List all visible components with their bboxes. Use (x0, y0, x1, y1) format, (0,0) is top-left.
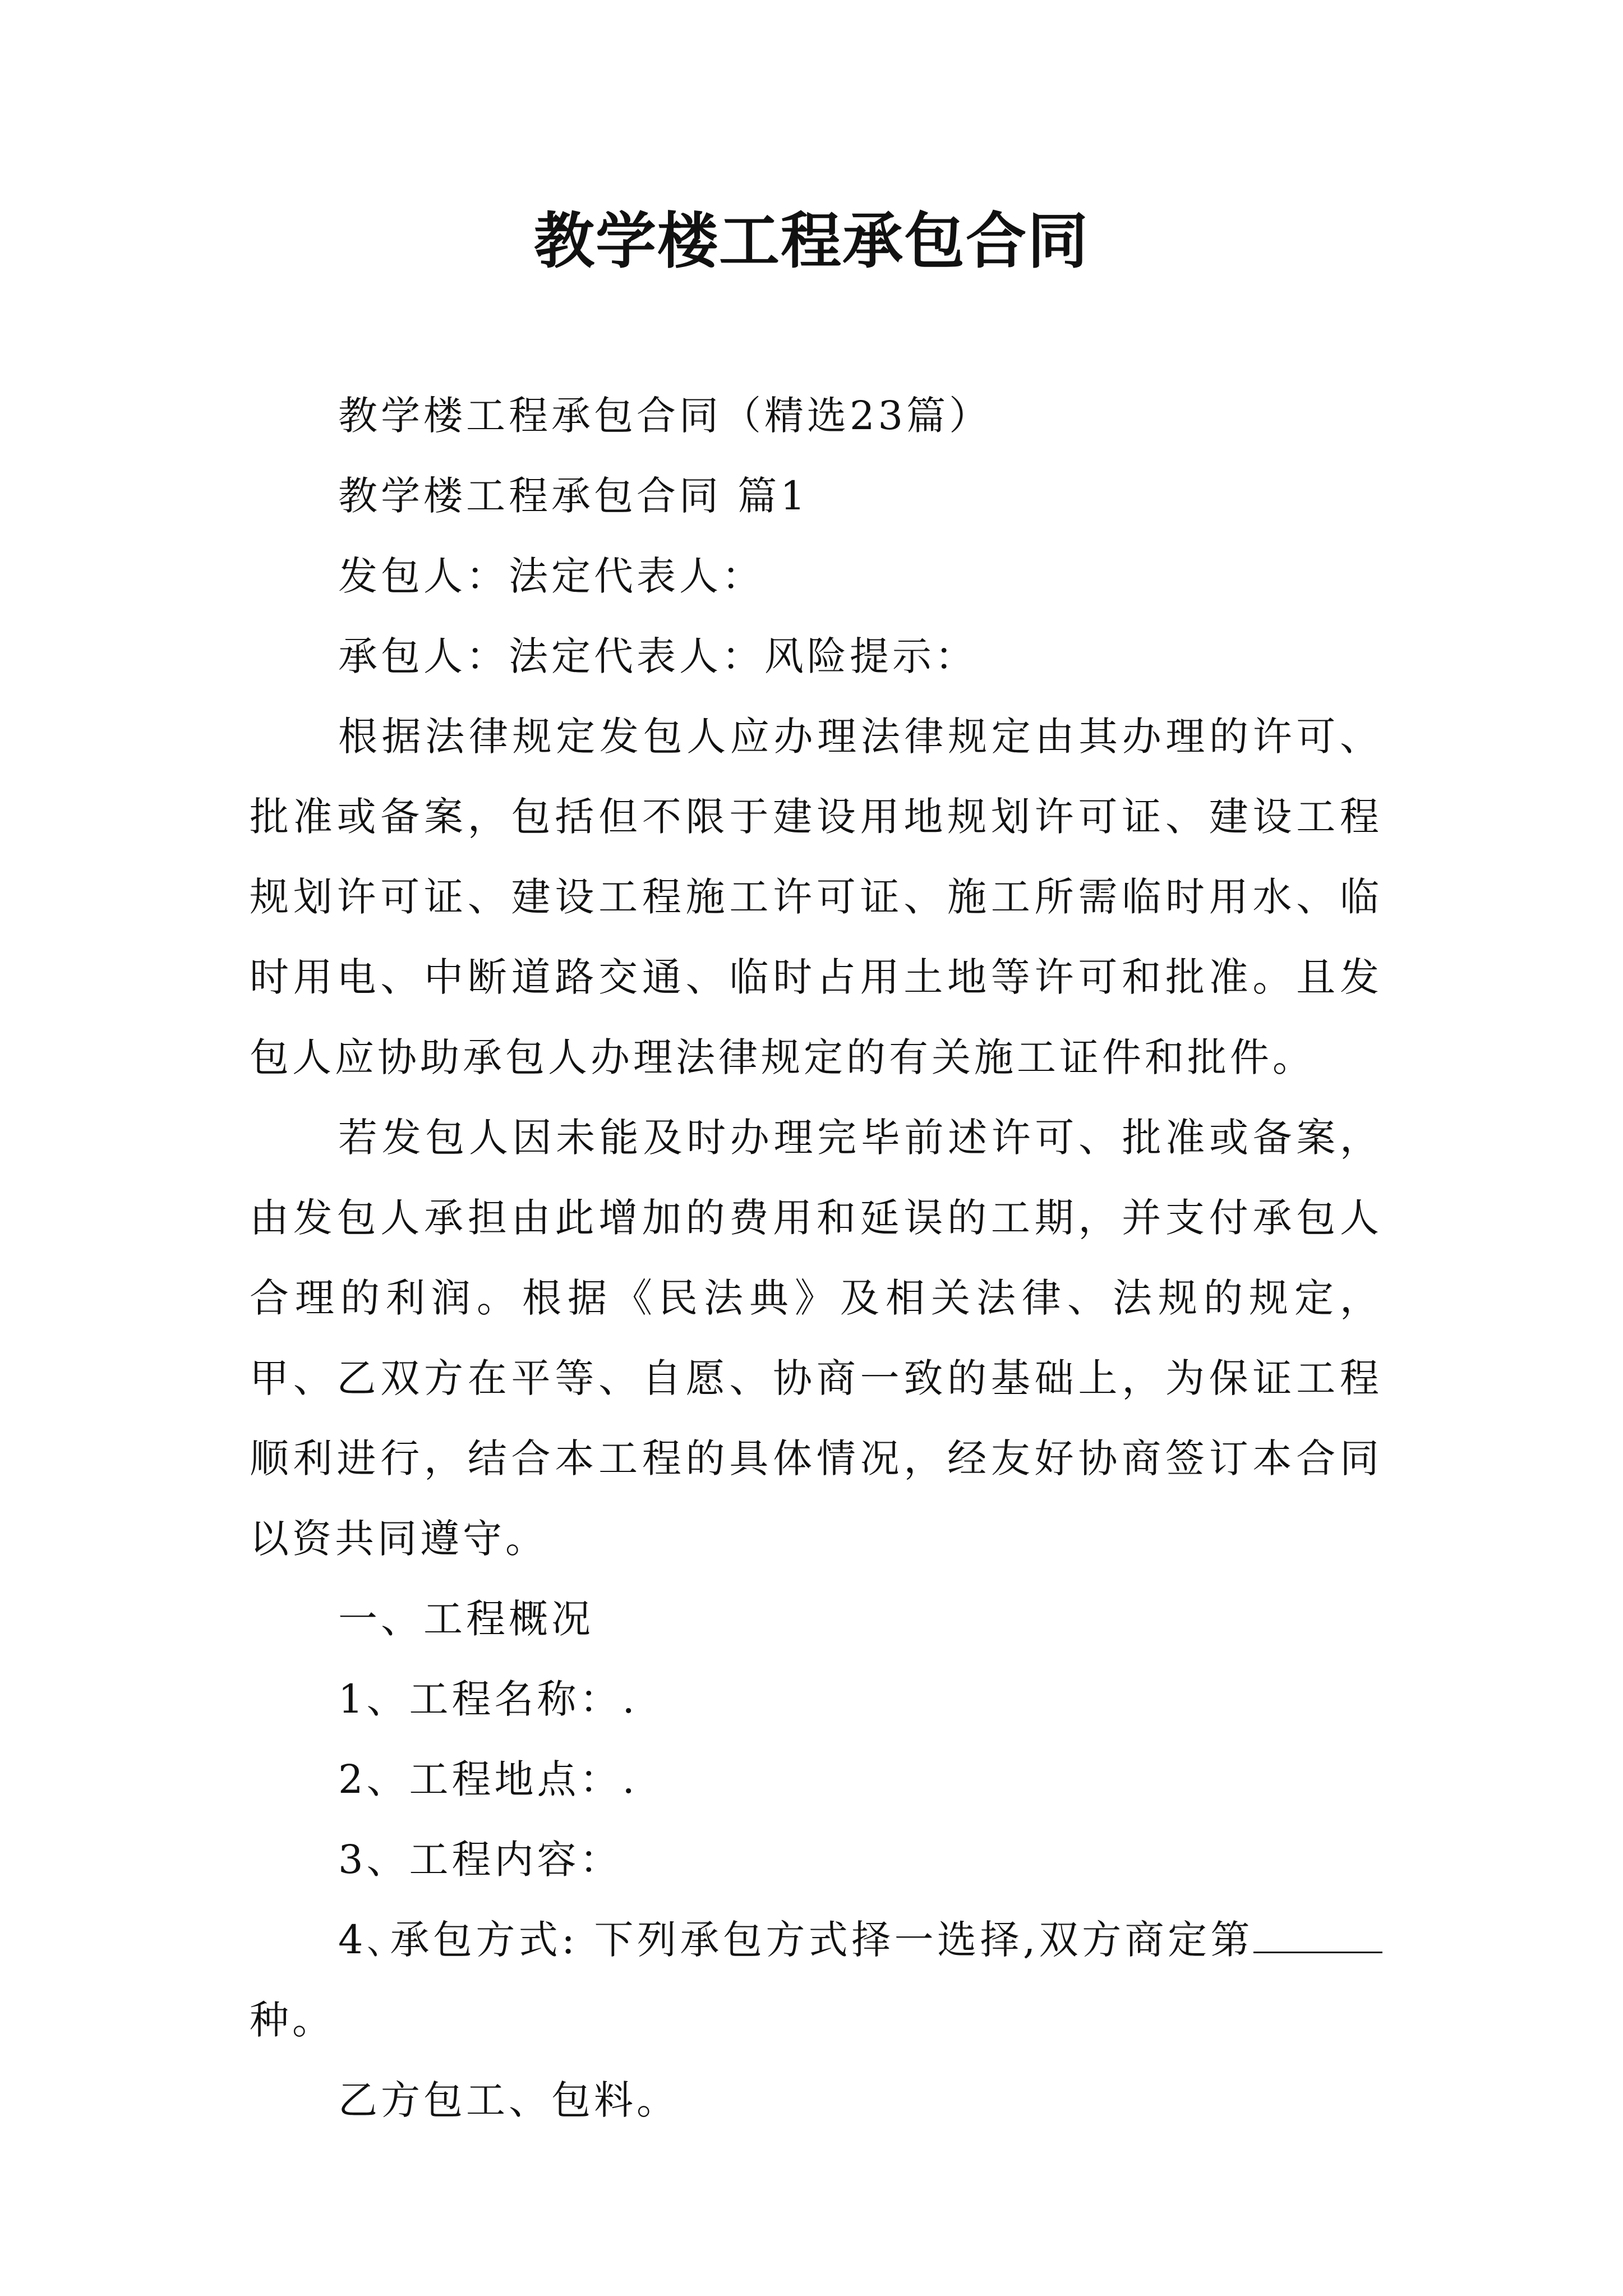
section-heading: 教学楼工程承包合同 篇1 (338, 473, 809, 519)
paragraph-agreement: 若发包人因未能及时办理完毕前述许可、批准或备案，由发包人承担由此增加的费用和延误的工期，并支付承包人合理的利润。根据《民法典》及相关法律、法规的规定，甲、乙双方在平等、自愿、协商一致的基础上，为保证工程顺利进行，结合本工程的具体情况，经友好协商签订本合同以资共同遵守。 (250, 1115, 1382, 1562)
contract-method-text: 4､承包方式: 下列承包方式择一选择,双方商定第 (338, 1917, 1253, 1963)
contract-method-suffix: 种。 (250, 1997, 335, 2043)
item-contract-method (250, 1900, 1382, 2060)
item-project-location: 2、工程地点：. (338, 1756, 638, 1802)
party-b-line: 承包人：法定代表人：风险提示： (338, 633, 978, 679)
document-body (250, 376, 1382, 2141)
paragraph-permits: 根据法律规定发包人应办理法律规定由其办理的许可、批准或备案，包括但不限于建设用地规划许可证、建设工程规划许可证、建设工程施工许可证、施工所需临时用水、临时用电、中断道路交通、临时占用土地等许可和批准。且发包人应协助承包人办理法律规定的有关施工证件和批件。 (250, 714, 1382, 1080)
item-project-name: 1、工程名称：. (338, 1676, 638, 1722)
subtitle-line: 教学楼工程承包合同（精选23篇） (338, 393, 992, 439)
document-title: 教学楼工程承包合同 (533, 206, 1089, 277)
item-labor-materials: 乙方包工、包料。 (338, 2077, 679, 2123)
item-project-content: 3、工程内容： (338, 1837, 623, 1883)
heading-project-overview: 一、工程概况 (338, 1596, 594, 1642)
fill-in-blank (1253, 1912, 1382, 1953)
party-a-line: 发包人：法定代表人： (338, 553, 764, 599)
